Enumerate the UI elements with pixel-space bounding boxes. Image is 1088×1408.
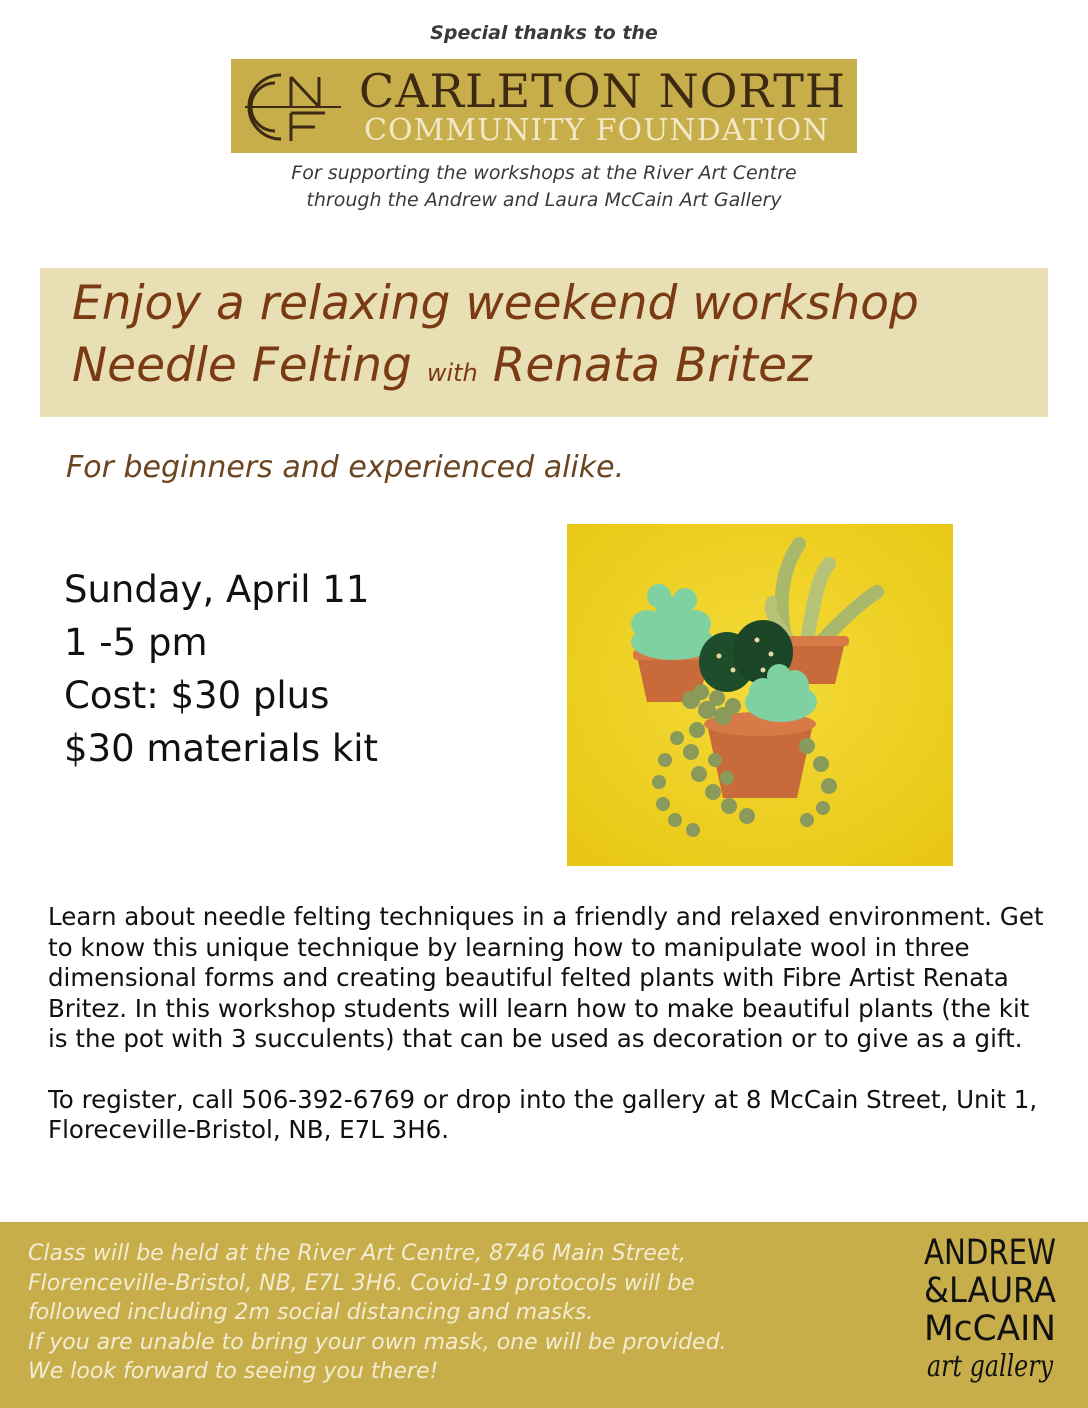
footer-line-2: Florenceville-Bristol, NB, E7L 3H6. Covid-19 protocols will be	[28, 1270, 695, 1296]
footer-banner	[0, 1222, 1088, 1408]
footer-line-3: followed including 2m social distancing and masks.	[28, 1300, 594, 1325]
workshop-description: Learn about needle felting techniques in a friendly and relaxed environment. Get to know this unique technique by learning how to manipulate wool in three dimensional forms and creating beautiful felted plants with Fibre Artist Renata Britez. In this workshop students will learn how to make beautiful plants (the kit is the pot with 3 succulents) that can be used as decoration or to give as a gift.	[48, 902, 1044, 1053]
mccain-gallery-logo	[920, 1230, 1060, 1398]
event-cost: Cost: $30 plus	[64, 674, 330, 717]
workshop-title-box	[40, 268, 1048, 417]
support-line-2: through the Andrew and Laura McCain Art Gallery	[306, 189, 782, 211]
event-date: Sunday, April 11	[64, 568, 370, 611]
logo-line-3: McCAIN	[924, 1309, 1056, 1349]
registration-info: To register, call 506-392-6769 or drop into the gallery at 8 McCain Street, Unit 1, Floreceville-Bristol, NB, E7L 3H6.	[48, 1084, 1038, 1144]
description-section	[48, 902, 1048, 1146]
support-line-1: For supporting the workshops at the River Art Centre	[291, 162, 797, 184]
event-details	[64, 563, 378, 775]
sponsor-name-line2: COMMUNITY FOUNDATION	[364, 113, 830, 148]
instructor-name: Renata Britez	[492, 338, 812, 393]
cncf-logo	[241, 67, 345, 147]
footer-line-5: We look forward to seeing you there!	[28, 1359, 439, 1384]
title-line-1: Enjoy a relaxing weekend workshop	[72, 276, 919, 331]
footer-notes	[28, 1239, 727, 1387]
event-time: 1 -5 pm	[64, 621, 208, 664]
title-line-2	[72, 338, 812, 401]
felted-succulents-photo	[567, 524, 953, 866]
support-text	[0, 160, 1088, 214]
with-word: with	[426, 359, 478, 387]
audience-subtitle: For beginners and experienced alike.	[66, 450, 625, 485]
thanks-heading: Special thanks to the	[430, 22, 658, 44]
footer-line-1: Class will be held at the River Art Centre, 8746 Main Street,	[28, 1241, 686, 1266]
logo-line-2: &LAURA	[924, 1271, 1057, 1311]
logo-line-4: art gallery	[927, 1349, 1054, 1384]
materials-kit-cost: $30 materials kit	[64, 727, 379, 770]
sponsor-name-line1: CARLETON NORTH	[359, 64, 847, 118]
sponsor-banner	[231, 59, 857, 153]
workshop-name: Needle Felting	[72, 338, 412, 393]
logo-line-1: ANDREW	[924, 1233, 1056, 1273]
footer-line-4: If you are unable to bring your own mask, one will be provided.	[28, 1329, 727, 1355]
